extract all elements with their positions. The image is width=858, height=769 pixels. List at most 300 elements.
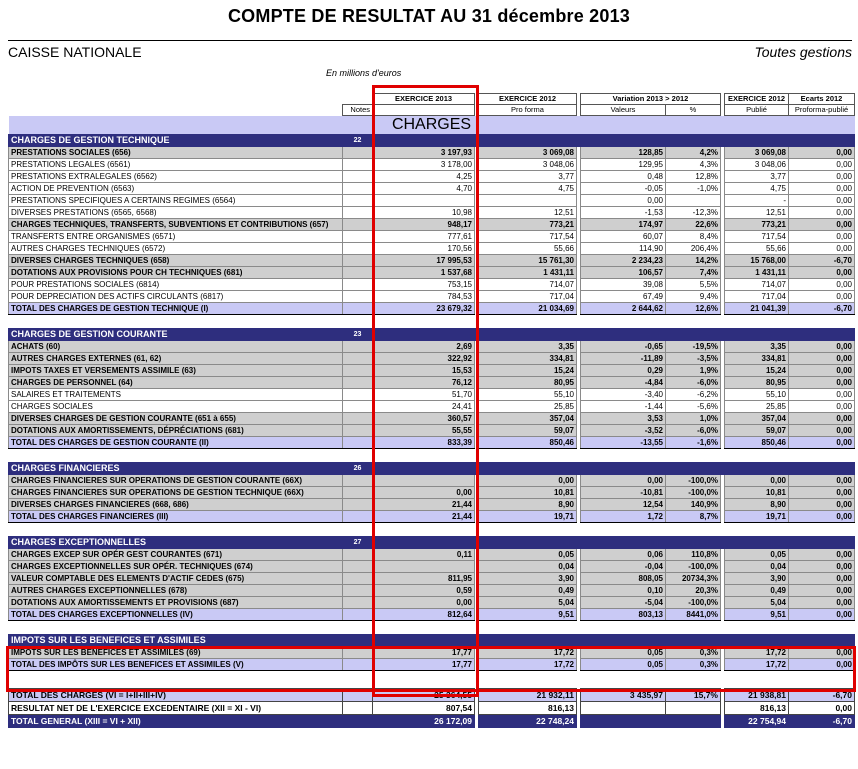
ecart-value: 0,00 xyxy=(789,183,855,195)
variation-value: -0,05 xyxy=(581,183,666,195)
table-row xyxy=(9,243,855,255)
value-2013: 17 995,53 xyxy=(373,255,475,267)
variation-percent: 5,5% xyxy=(666,279,721,291)
value-2012-proforma: 21 034,69 xyxy=(479,303,577,315)
variation-percent: 9,4% xyxy=(666,291,721,303)
variation-percent: -5,6% xyxy=(666,401,721,413)
notes-cell xyxy=(343,475,373,487)
variation-value: 114,90 xyxy=(581,243,666,255)
table-row xyxy=(9,341,855,353)
table-row xyxy=(9,171,855,183)
section-note: 22 xyxy=(343,135,373,147)
variation-value: 129,95 xyxy=(581,159,666,171)
income-statement-sheet xyxy=(8,93,854,728)
value-2012-proforma: 8,90 xyxy=(479,499,577,511)
notes-cell xyxy=(343,207,373,219)
table-row xyxy=(9,365,855,377)
variation-value: 128,85 xyxy=(581,147,666,159)
value-2012-publie: 21 938,81 xyxy=(725,689,789,702)
row-label: DIVERSES CHARGES DE GESTION COURANTE (651 à 655) xyxy=(9,413,343,425)
ecart-value: 0,00 xyxy=(789,365,855,377)
value-2013: 24,41 xyxy=(373,401,475,413)
ecart-value: 0,00 xyxy=(789,597,855,609)
value-2012-proforma xyxy=(479,195,577,207)
value-2012-publie: - xyxy=(725,195,789,207)
value-2012-publie: 3,35 xyxy=(725,341,789,353)
variation-value: -0,65 xyxy=(581,341,666,353)
notes-cell xyxy=(343,219,373,231)
variation-value: 0,48 xyxy=(581,171,666,183)
table-row xyxy=(9,401,855,413)
variation-value: -1,44 xyxy=(581,401,666,413)
notes-cell xyxy=(343,303,373,315)
value-2013: 10,98 xyxy=(373,207,475,219)
variation-percent: 140,9% xyxy=(666,499,721,511)
variation-percent: -1,6% xyxy=(666,437,721,449)
section-header xyxy=(9,329,855,341)
notes-cell xyxy=(343,341,373,353)
value-2012-publie: 850,46 xyxy=(725,437,789,449)
value-2013 xyxy=(373,195,475,207)
row-label: IMPOTS TAXES ET VERSEMENTS ASSIMILE (63) xyxy=(9,365,343,377)
variation-value: -3,52 xyxy=(581,425,666,437)
variation-value: 0,10 xyxy=(581,585,666,597)
variation-value: 2 644,62 xyxy=(581,303,666,315)
row-label: VALEUR COMPTABLE DES ELEMENTS D'ACTIF CEDES (675) xyxy=(9,573,343,585)
row-label: AUTRES CHARGES TECHNIQUES (6572) xyxy=(9,243,343,255)
variation-value: 0,05 xyxy=(581,647,666,659)
table-row xyxy=(9,389,855,401)
value-2012-proforma: 21 932,11 xyxy=(479,689,577,702)
value-2012-publie: 0,04 xyxy=(725,561,789,573)
spacer-cell xyxy=(9,621,855,635)
section-total-row xyxy=(9,609,855,621)
row-label: DOTATIONS AUX PROVISIONS POUR CH TECHNIQUES (681) xyxy=(9,267,343,279)
page-title: COMPTE DE RESULTAT AU 31 décembre 2013 xyxy=(227,6,631,26)
row-label: TOTAL DES CHARGES (VI = I+II+III+IV) xyxy=(9,689,343,702)
notes-cell xyxy=(343,659,373,671)
value-2012-proforma: 17,72 xyxy=(479,659,577,671)
value-2012-publie: 5,04 xyxy=(725,597,789,609)
variation-percent xyxy=(666,702,721,715)
variation-percent: 8,7% xyxy=(666,511,721,523)
variation-percent: 0,3% xyxy=(666,659,721,671)
col-header-valeurs: Valeurs xyxy=(581,105,666,116)
ecart-value: -6,70 xyxy=(789,689,855,702)
value-2012-proforma: 15 761,30 xyxy=(479,255,577,267)
notes-cell xyxy=(343,231,373,243)
value-2012-proforma: 59,07 xyxy=(479,425,577,437)
notes-cell xyxy=(343,561,373,573)
value-2013: 26 172,09 xyxy=(373,715,475,728)
row-label: CHARGES TECHNIQUES, TRANSFERTS, SUBVENTIONS ET CONTRIBUTIONS (657) xyxy=(9,219,343,231)
value-2012-proforma: 1 431,11 xyxy=(479,267,577,279)
ecart-value: 0,00 xyxy=(789,231,855,243)
value-2012-publie: 714,07 xyxy=(725,279,789,291)
value-2012-publie: 0,49 xyxy=(725,585,789,597)
value-2012-proforma: 714,07 xyxy=(479,279,577,291)
table-row xyxy=(9,425,855,437)
ecart-value: 0,00 xyxy=(789,511,855,523)
value-2012-proforma: 19,71 xyxy=(479,511,577,523)
section-title: IMPOTS SUR LES BENEFICES ET ASSIMILES xyxy=(9,635,343,647)
value-2012-publie: 1 431,11 xyxy=(725,267,789,279)
value-2012-proforma: 717,04 xyxy=(479,291,577,303)
value-2013: 21,44 xyxy=(373,499,475,511)
table-row xyxy=(9,585,855,597)
col-header-publie: Publié xyxy=(725,105,789,116)
ecart-value: 0,00 xyxy=(789,243,855,255)
row-label: TOTAL DES CHARGES DE GESTION COURANTE (II) xyxy=(9,437,343,449)
value-2012-proforma: 334,81 xyxy=(479,353,577,365)
notes-cell xyxy=(343,702,373,715)
value-2012-proforma: 0,05 xyxy=(479,549,577,561)
value-2012-proforma: 25,85 xyxy=(479,401,577,413)
value-2013: 17,77 xyxy=(373,659,475,671)
table-row xyxy=(9,561,855,573)
variation-value xyxy=(581,715,666,728)
value-2013: 1 537,68 xyxy=(373,267,475,279)
variation-value: 808,05 xyxy=(581,573,666,585)
value-2012-publie: 17,72 xyxy=(725,659,789,671)
variation-percent: 4,2% xyxy=(666,147,721,159)
row-label: CHARGES FINANCIERES SUR OPERATIONS DE GESTION COURANTE (66X) xyxy=(9,475,343,487)
value-2012-publie: 22 754,94 xyxy=(725,715,789,728)
value-2012-publie: 15 768,00 xyxy=(725,255,789,267)
row-label: TOTAL GENERAL (XIII = VI + XII) xyxy=(9,715,343,728)
value-2012-publie: 0,00 xyxy=(725,475,789,487)
value-2012-proforma: 4,75 xyxy=(479,183,577,195)
value-2013: 322,92 xyxy=(373,353,475,365)
variation-value: -0,04 xyxy=(581,561,666,573)
notes-cell xyxy=(343,377,373,389)
section-total-row xyxy=(9,303,855,315)
value-2013 xyxy=(373,561,475,573)
notes-cell xyxy=(343,573,373,585)
spacer-row xyxy=(9,449,855,463)
sub-header xyxy=(8,40,852,64)
value-2012-proforma: 3 069,08 xyxy=(479,147,577,159)
table-row xyxy=(9,377,855,389)
variation-percent: 20,3% xyxy=(666,585,721,597)
row-label: RESULTAT NET DE L'EXERCICE EXCEDENTAIRE (XII = XI - VI) xyxy=(9,702,343,715)
variation-value: -5,04 xyxy=(581,597,666,609)
notes-cell xyxy=(343,549,373,561)
col-header-ecarts: Ecarts 2012 xyxy=(789,94,855,105)
variation-value: 67,49 xyxy=(581,291,666,303)
variation-percent: 22,6% xyxy=(666,219,721,231)
value-2012-publie: 55,10 xyxy=(725,389,789,401)
ecart-value: 0,00 xyxy=(789,195,855,207)
row-label: PRESTATIONS LEGALES (6561) xyxy=(9,159,343,171)
notes-cell xyxy=(343,401,373,413)
variation-percent: -19,5% xyxy=(666,341,721,353)
notes-cell xyxy=(343,291,373,303)
table-row xyxy=(9,279,855,291)
variation-value: 2 234,23 xyxy=(581,255,666,267)
value-2012-proforma: 9,51 xyxy=(479,609,577,621)
row-label: TOTAL DES CHARGES FINANCIERES (III) xyxy=(9,511,343,523)
value-2012-publie: 3,77 xyxy=(725,171,789,183)
value-2013: 21,44 xyxy=(373,511,475,523)
notes-cell xyxy=(343,597,373,609)
value-2012-proforma: 0,49 xyxy=(479,585,577,597)
variation-percent xyxy=(666,195,721,207)
value-2013: 4,25 xyxy=(373,171,475,183)
section-title: CHARGES FINANCIERES xyxy=(9,463,343,475)
variation-value xyxy=(581,702,666,715)
row-label: IMPÔTS SUR LES BÉNÉFICES ET ASSIMILES (69) xyxy=(9,647,343,659)
variation-percent: -3,5% xyxy=(666,353,721,365)
variation-value: 0,29 xyxy=(581,365,666,377)
variation-value: -10,81 xyxy=(581,487,666,499)
value-2012-proforma: 773,21 xyxy=(479,219,577,231)
col-header-notes: Notes xyxy=(343,105,373,116)
table-row xyxy=(9,291,855,303)
value-2012-publie: 8,90 xyxy=(725,499,789,511)
row-label: DIVERSES CHARGES TECHNIQUES (658) xyxy=(9,255,343,267)
value-2012-publie: 0,05 xyxy=(725,549,789,561)
value-2012-publie: 4,75 xyxy=(725,183,789,195)
variation-value: -11,89 xyxy=(581,353,666,365)
table-row xyxy=(9,147,855,159)
row-label: POUR PRESTATIONS SOCIALES (6814) xyxy=(9,279,343,291)
col-header-proforma: Pro forma xyxy=(479,105,577,116)
variation-percent: 20734,3% xyxy=(666,573,721,585)
variation-value: 803,13 xyxy=(581,609,666,621)
ecart-value: 0,00 xyxy=(789,437,855,449)
ecart-value: 0,00 xyxy=(789,341,855,353)
col-header-exercice-2012-publie: EXERCICE 2012 xyxy=(725,94,789,105)
value-2012-proforma: 10,81 xyxy=(479,487,577,499)
section-header xyxy=(9,135,855,147)
row-label: POUR DEPRECIATION DES ACTIFS CIRCULANTS (6817) xyxy=(9,291,343,303)
value-2013: 0,00 xyxy=(373,487,475,499)
table-row xyxy=(9,413,855,425)
table-row xyxy=(9,573,855,585)
value-2012-publie: 15,24 xyxy=(725,365,789,377)
ecart-value: 0,00 xyxy=(789,291,855,303)
variation-value: -4,84 xyxy=(581,377,666,389)
variation-percent: 12,8% xyxy=(666,171,721,183)
ecart-value: 0,00 xyxy=(789,487,855,499)
col-header-exercice-2013: EXERCICE 2013 xyxy=(373,94,475,105)
notes-cell xyxy=(343,365,373,377)
section-header xyxy=(9,537,855,549)
value-2012-publie: 10,81 xyxy=(725,487,789,499)
col-header-exercice-2012: EXERCICE 2012 xyxy=(479,94,577,105)
value-2012-publie: 21 041,39 xyxy=(725,303,789,315)
notes-cell xyxy=(343,413,373,425)
notes-cell xyxy=(343,585,373,597)
value-2012-publie: 717,54 xyxy=(725,231,789,243)
value-2012-publie: 717,04 xyxy=(725,291,789,303)
value-2012-proforma: 717,54 xyxy=(479,231,577,243)
value-2012-proforma: 55,10 xyxy=(479,389,577,401)
value-2012-proforma: 850,46 xyxy=(479,437,577,449)
value-2012-proforma: 3,77 xyxy=(479,171,577,183)
table-row xyxy=(9,475,855,487)
value-2013: 0,11 xyxy=(373,549,475,561)
value-2012-proforma: 12,51 xyxy=(479,207,577,219)
header-row-top xyxy=(9,94,855,105)
col-header-percent: % xyxy=(666,105,721,116)
notes-cell xyxy=(343,715,373,728)
notes-cell xyxy=(343,609,373,621)
table-row xyxy=(9,231,855,243)
notes-cell xyxy=(343,487,373,499)
row-label: PRESTATIONS SOCIALES (656) xyxy=(9,147,343,159)
spacer-cell xyxy=(9,449,855,463)
value-2012-proforma: 816,13 xyxy=(479,702,577,715)
value-2013: 811,95 xyxy=(373,573,475,585)
variation-value: -3,40 xyxy=(581,389,666,401)
variation-percent: -100,0% xyxy=(666,475,721,487)
scope-label: Toutes gestions xyxy=(754,44,852,60)
value-2012-publie: 25,85 xyxy=(725,401,789,413)
value-2013: 753,15 xyxy=(373,279,475,291)
value-2012-publie: 773,21 xyxy=(725,219,789,231)
section-bar xyxy=(373,329,855,341)
value-2013: 777,61 xyxy=(373,231,475,243)
value-2013: 15,53 xyxy=(373,365,475,377)
value-2012-publie: 357,04 xyxy=(725,413,789,425)
value-2012-proforma: 357,04 xyxy=(479,413,577,425)
variation-value: 174,97 xyxy=(581,219,666,231)
table-row xyxy=(9,255,855,267)
spacer-row xyxy=(9,621,855,635)
row-label: DIVERSES PRESTATIONS (6565, 6568) xyxy=(9,207,343,219)
ecart-value: 0,00 xyxy=(789,561,855,573)
row-label: TOTAL DES CHARGES EXCEPTIONNELLES (IV) xyxy=(9,609,343,621)
ecart-value: 0,00 xyxy=(789,573,855,585)
row-label: CHARGES EXCEPTIONNELLES SUR OPÉR. TECHNIQUES (674) xyxy=(9,561,343,573)
value-2012-publie: 80,95 xyxy=(725,377,789,389)
notes-cell xyxy=(343,171,373,183)
section-bar xyxy=(373,463,855,475)
section-total-row xyxy=(9,437,855,449)
variation-value: -1,53 xyxy=(581,207,666,219)
row-label: CHARGES SOCIALES xyxy=(9,401,343,413)
variation-percent: 206,4% xyxy=(666,243,721,255)
ecart-value: 0,00 xyxy=(789,702,855,715)
value-2013: 55,55 xyxy=(373,425,475,437)
row-label: AUTRES CHARGES EXCEPTIONNELLES (678) xyxy=(9,585,343,597)
table-row xyxy=(9,219,855,231)
value-2012-proforma: 55,66 xyxy=(479,243,577,255)
variation-value: 60,07 xyxy=(581,231,666,243)
header-row-sub xyxy=(9,105,855,116)
col-header-proforma-publie: Proforma-publié xyxy=(789,105,855,116)
value-2013: 360,57 xyxy=(373,413,475,425)
variation-percent: -1,0% xyxy=(666,183,721,195)
ecart-value: 0,00 xyxy=(789,413,855,425)
value-2013: 0,59 xyxy=(373,585,475,597)
value-2012-proforma: 3,90 xyxy=(479,573,577,585)
section-header xyxy=(9,463,855,475)
charges-banner xyxy=(9,116,855,135)
section-header xyxy=(9,635,855,647)
notes-cell xyxy=(343,389,373,401)
ecart-value: 0,00 xyxy=(789,267,855,279)
section-title: CHARGES DE GESTION COURANTE xyxy=(9,329,343,341)
section-total-row xyxy=(9,659,855,671)
spacer-row xyxy=(9,671,855,689)
ecart-value: 0,00 xyxy=(789,425,855,437)
table-row xyxy=(9,549,855,561)
variation-percent: 1,9% xyxy=(666,365,721,377)
notes-cell xyxy=(343,425,373,437)
value-2012-publie: 816,13 xyxy=(725,702,789,715)
variation-value: 3,53 xyxy=(581,413,666,425)
ecart-value: 0,00 xyxy=(789,171,855,183)
ecart-value: -6,70 xyxy=(789,255,855,267)
variation-percent: -100,0% xyxy=(666,487,721,499)
notes-cell xyxy=(343,147,373,159)
value-2012-proforma: 15,24 xyxy=(479,365,577,377)
spacer-row xyxy=(9,315,855,329)
value-2012-proforma: 17,72 xyxy=(479,647,577,659)
ecart-value: 0,00 xyxy=(789,549,855,561)
row-label: CHARGES EXCEP SUR OPÉR GEST COURANTES (671) xyxy=(9,549,343,561)
value-2013: 948,17 xyxy=(373,219,475,231)
ecart-value: 0,00 xyxy=(789,647,855,659)
value-2012-publie: 3 048,06 xyxy=(725,159,789,171)
variation-percent: -6,0% xyxy=(666,377,721,389)
ecart-value: 0,00 xyxy=(789,353,855,365)
variation-value: 0,06 xyxy=(581,549,666,561)
value-2013: 807,54 xyxy=(373,702,475,715)
variation-percent: -100,0% xyxy=(666,561,721,573)
row-label: DIVERSES CHARGES FINANCIERES (668, 686) xyxy=(9,499,343,511)
grand-total-row xyxy=(9,702,855,715)
ecart-value: 0,00 xyxy=(789,609,855,621)
value-2012-proforma: 3 048,06 xyxy=(479,159,577,171)
row-label: SALAIRES ET TRAITEMENTS xyxy=(9,389,343,401)
value-2012-publie: 59,07 xyxy=(725,425,789,437)
grand-total-row xyxy=(9,689,855,702)
section-bar xyxy=(373,135,855,147)
ecart-value: 0,00 xyxy=(789,147,855,159)
variation-value: -13,55 xyxy=(581,437,666,449)
units-note: En millions d'euros xyxy=(326,68,402,78)
row-label: PRESTATIONS EXTRALEGALES (6562) xyxy=(9,171,343,183)
section-note xyxy=(343,635,373,647)
spacer-cell xyxy=(9,523,855,537)
row-label: AUTRES CHARGES EXTERNES (61, 62) xyxy=(9,353,343,365)
variation-value: 0,00 xyxy=(581,195,666,207)
table-row xyxy=(9,267,855,279)
value-2013: 170,56 xyxy=(373,243,475,255)
variation-percent: 4,3% xyxy=(666,159,721,171)
row-label: TOTAL DES CHARGES DE GESTION TECHNIQUE (I) xyxy=(9,303,343,315)
value-2013: 4,70 xyxy=(373,183,475,195)
value-2012-proforma: 0,00 xyxy=(479,475,577,487)
variation-percent: 8441,0% xyxy=(666,609,721,621)
variation-percent: 110,8% xyxy=(666,549,721,561)
value-2013 xyxy=(373,475,475,487)
value-2012-proforma: 5,04 xyxy=(479,597,577,609)
value-2012-proforma: 80,95 xyxy=(479,377,577,389)
ecart-value: 0,00 xyxy=(789,389,855,401)
ecart-value: 0,00 xyxy=(789,207,855,219)
value-2012-publie: 55,66 xyxy=(725,243,789,255)
variation-value: 39,08 xyxy=(581,279,666,291)
variation-percent: -100,0% xyxy=(666,597,721,609)
value-2013: 2,69 xyxy=(373,341,475,353)
notes-cell xyxy=(343,183,373,195)
ecart-value: 0,00 xyxy=(789,585,855,597)
